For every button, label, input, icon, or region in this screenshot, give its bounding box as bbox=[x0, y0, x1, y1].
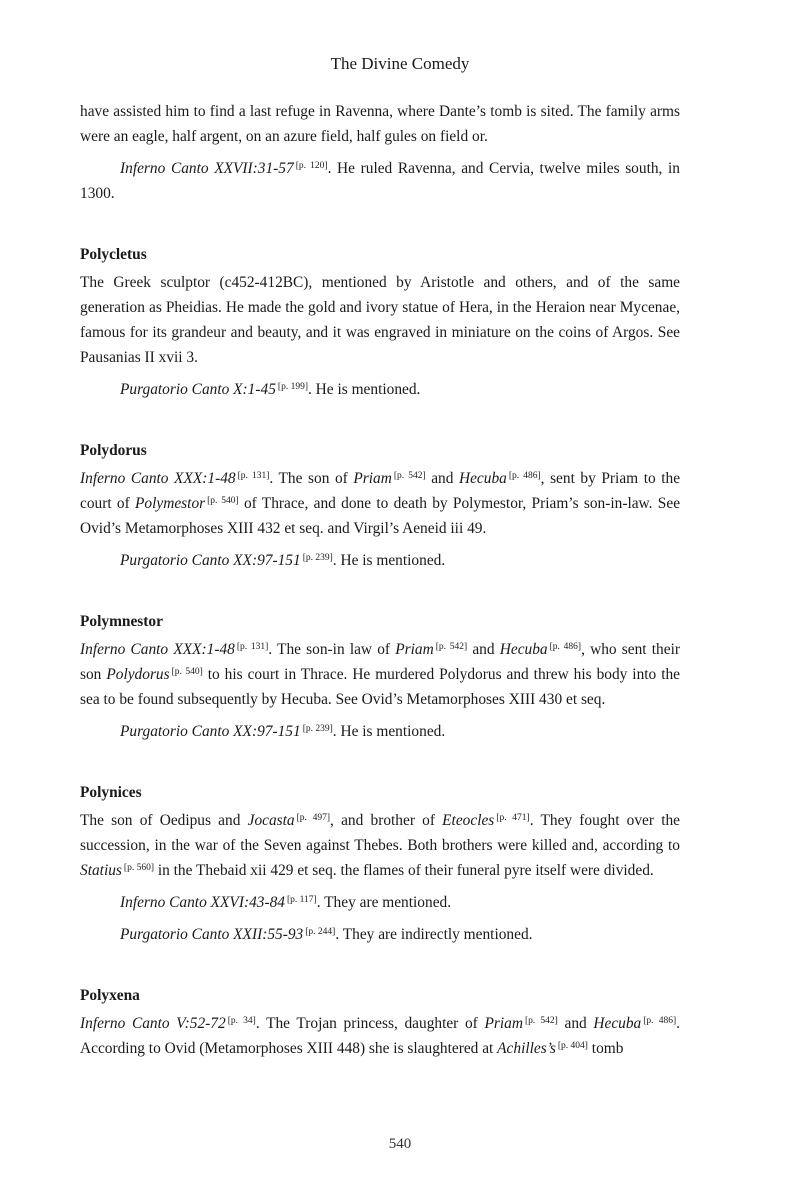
name-link-eteocles[interactable]: Eteocles bbox=[442, 812, 495, 829]
name-link-jocasta[interactable]: Jocasta bbox=[247, 812, 295, 829]
page-ref: [p. 117] bbox=[287, 895, 317, 905]
canto-link[interactable]: Inferno Canto XXX:1-48 bbox=[80, 470, 236, 487]
page-ref: [p. 131] bbox=[237, 471, 270, 481]
entry-reference-polymnestor bbox=[80, 719, 680, 744]
page-ref: [p. 120] bbox=[295, 161, 328, 171]
entry-text-run: . According to Ovid (Metamorphoses XIII 448) she is slaughtered at bbox=[80, 1015, 680, 1057]
entry-reference-polycletus bbox=[80, 377, 680, 402]
ref-text: . He ruled Ravenna, and Cervia, twelve miles south, in 1300. bbox=[80, 160, 680, 202]
canto-link[interactable]: Purgatorio Canto XXII:55-93 bbox=[120, 926, 304, 943]
canto-link[interactable]: Purgatorio Canto XX:97-151 bbox=[120, 723, 301, 740]
ref-text: . He is mentioned. bbox=[332, 723, 446, 740]
canto-link[interactable]: Inferno Canto XXVI:43-84 bbox=[120, 894, 285, 911]
running-head: The Divine Comedy bbox=[330, 54, 470, 73]
entry-text-run: to his court in Thrace. He murdered Polydorus and threw his body into the sea to be found subsequently by Hecuba. See Ovid’s Metamorphoses XIII 430 et seq. bbox=[80, 666, 681, 708]
page-ref: [p. 471] bbox=[496, 813, 530, 823]
page-number: 540 bbox=[388, 1136, 412, 1152]
entry-text-run: of Thrace, and done to death by Polymestor, Priam’s son-in-law. See Ovid’s Metamorphoses XIII 432 et seq. and Virgil’s Aeneid iii 49. bbox=[80, 495, 681, 537]
entry-text-run: and bbox=[425, 470, 459, 487]
canto-link[interactable]: Purgatorio Canto X:1-45 bbox=[120, 381, 276, 398]
entry-heading-polycletus: Polycletus bbox=[80, 246, 147, 263]
entry-text-run: and bbox=[557, 1015, 594, 1032]
entry-text-run: , and brother of bbox=[330, 812, 443, 829]
entry-text-run: , who sent their son bbox=[80, 641, 680, 683]
page-ref: [p. 239] bbox=[302, 724, 333, 734]
page-ref: [p. 486] bbox=[549, 642, 582, 652]
page-ref: [p. 486] bbox=[508, 471, 541, 481]
entry-heading-polymnestor: Polymnestor bbox=[80, 613, 163, 630]
page-ref: [p. 199] bbox=[277, 382, 308, 392]
ref-text: . They are indirectly mentioned. bbox=[335, 926, 533, 943]
entry-heading-polyxena: Polyxena bbox=[80, 987, 140, 1004]
entry-text-run: . The son of bbox=[269, 470, 354, 487]
intro-reference bbox=[80, 156, 680, 206]
page-content bbox=[80, 99, 680, 1061]
entry-text-polydorus bbox=[80, 466, 680, 541]
entry-heading-polydorus: Polydorus bbox=[80, 442, 147, 459]
page-ref: [p. 486] bbox=[643, 1016, 677, 1026]
entry-heading-polynices: Polynices bbox=[80, 784, 142, 801]
entry-text-run: , sent by Priam to the court of bbox=[80, 470, 681, 512]
intro-paragraph: have assisted him to find a last refuge in Ravenna, where Dante’s tomb is sited. The family arms were an eagle, half argent, on an azure field, half gules on field or. bbox=[80, 103, 680, 145]
page-ref: [p. 542] bbox=[393, 471, 426, 481]
page-ref: [p. 560] bbox=[123, 863, 154, 873]
entry-reference-polydorus bbox=[80, 548, 680, 573]
entry-reference-polynices-2 bbox=[80, 922, 680, 947]
page-ref: [p. 404] bbox=[557, 1041, 588, 1051]
name-link-priam[interactable]: Priam bbox=[484, 1015, 523, 1032]
entry-text-run: . The son-in law of bbox=[268, 641, 396, 658]
entry-text-run: and bbox=[467, 641, 500, 658]
ref-text: . He is mentioned. bbox=[307, 381, 421, 398]
name-link-hecuba[interactable]: Hecuba bbox=[499, 641, 548, 658]
name-link-statius[interactable]: Statius bbox=[80, 862, 122, 879]
ref-text: . He is mentioned. bbox=[332, 552, 446, 569]
canto-link[interactable]: Inferno Canto XXVII:31-57 bbox=[120, 160, 294, 177]
name-link-polymestor[interactable]: Polymestor bbox=[135, 495, 206, 512]
canto-link[interactable]: Inferno Canto XXX:1-48 bbox=[80, 641, 235, 658]
entry-text-run: . They fought over the succession, in the war of the Seven against Thebes. Both brothers were killed and, according to bbox=[80, 812, 681, 854]
name-link-hecuba[interactable]: Hecuba bbox=[458, 470, 507, 487]
name-link-priam[interactable]: Priam bbox=[353, 470, 392, 487]
ref-text: . They are mentioned. bbox=[316, 894, 452, 911]
entry-text-run: in the Thebaid xii 429 et seq. the flames of their funeral pyre itself were divided. bbox=[153, 862, 654, 879]
page-ref: [p. 540] bbox=[207, 496, 239, 506]
entry-text-polycletus: The Greek sculptor (c452-412BC), mentioned by Aristotle and others, and of the same generation as Pheidias. He made the gold and ivory statue of Hera, in the Heraion near Mycenae, famous for its grandeur and beauty, and it was engraved in miniature on the coins of Argos. See Pausanias II xvii 3. bbox=[80, 274, 680, 366]
name-link-polydorus[interactable]: Polydorus bbox=[106, 666, 170, 683]
name-link-hecuba[interactable]: Hecuba bbox=[593, 1015, 642, 1032]
page-ref: [p. 497] bbox=[296, 813, 331, 823]
entry-text-polynices bbox=[80, 808, 680, 883]
entry-text-run: . The Trojan princess, daughter of bbox=[255, 1015, 485, 1032]
page-ref: [p. 542] bbox=[524, 1016, 558, 1026]
page-ref: [p. 540] bbox=[171, 667, 203, 677]
page-ref: [p. 131] bbox=[236, 642, 269, 652]
entry-text-run: The son of Oedipus and bbox=[80, 812, 248, 829]
canto-link[interactable]: Inferno Canto V:52-72 bbox=[80, 1015, 226, 1032]
name-link-priam[interactable]: Priam bbox=[395, 641, 434, 658]
entry-text-polyxena bbox=[80, 1011, 680, 1061]
page-ref: [p. 542] bbox=[435, 642, 468, 652]
page-ref: [p. 239] bbox=[302, 553, 333, 563]
canto-link[interactable]: Purgatorio Canto XX:97-151 bbox=[120, 552, 301, 569]
page-ref: [p. 34] bbox=[227, 1016, 256, 1026]
entry-reference-polynices-1 bbox=[80, 890, 680, 915]
entry-text-polymnestor bbox=[80, 637, 680, 712]
page-ref: [p. 244] bbox=[305, 927, 336, 937]
entry-text-run: tomb bbox=[587, 1040, 624, 1057]
name-link-achilles[interactable]: Achilles’s bbox=[497, 1040, 556, 1057]
